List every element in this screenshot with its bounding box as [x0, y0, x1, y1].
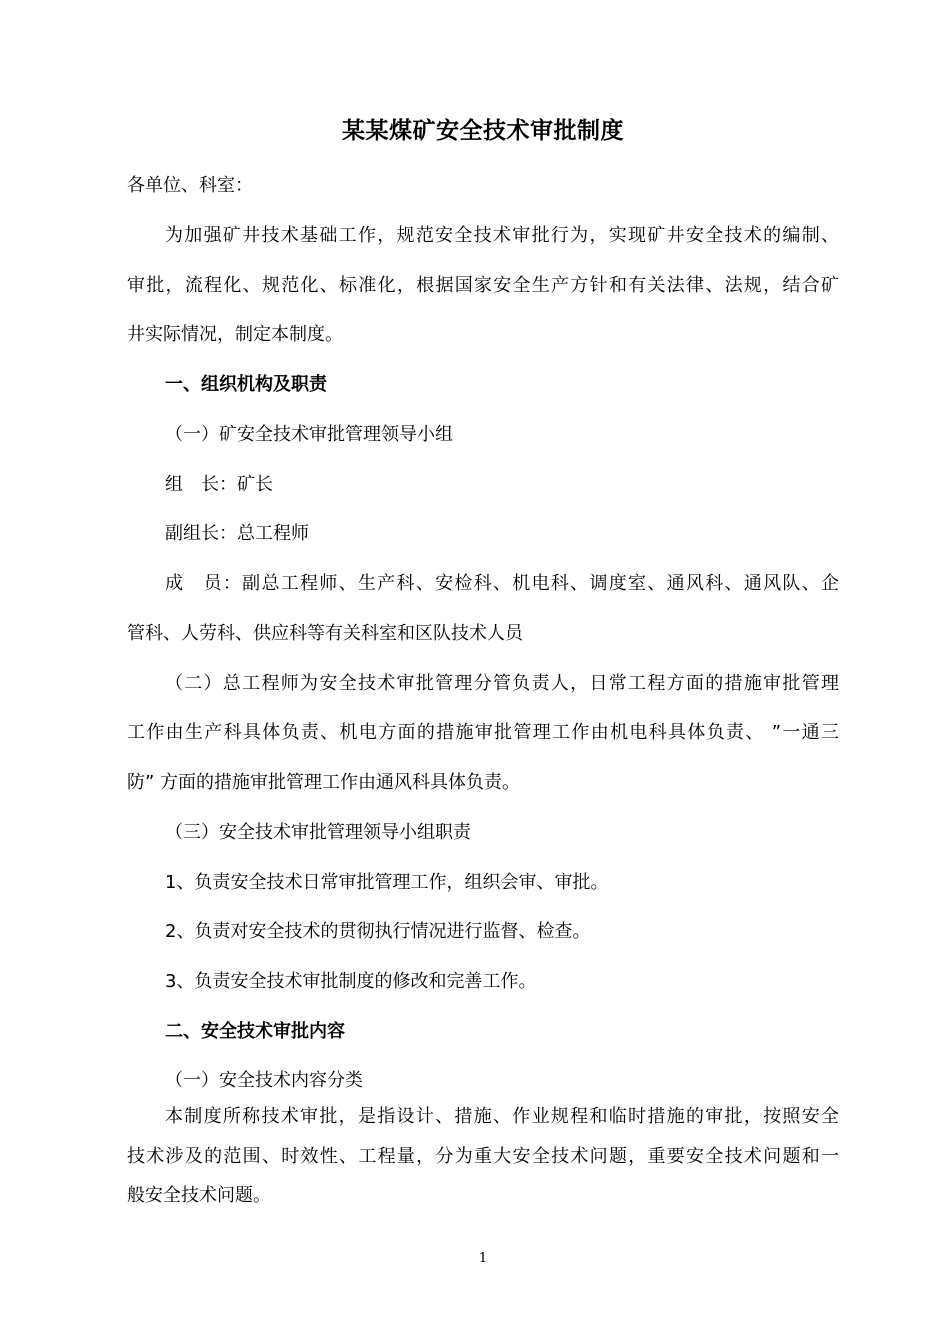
section-2-heading: 二、安全技术审批内容 [165, 1021, 345, 1042]
section-1-sub-2-line-1: （二）总工程师为安全技术审批管理分管负责人，日常工程方面的措施审批管理 [165, 673, 839, 694]
salutation: 各单位、科室： [127, 175, 253, 196]
group-deputy: 副组长：总工程师 [165, 523, 309, 544]
page-number: 1 [478, 1251, 488, 1266]
duty-item: 2、负责对安全技术的贯彻执行情况进行监督、检查。 [165, 921, 591, 942]
members-line-2: 管科、人劳科、供应科等有关科室和区队技术人员 [127, 623, 523, 644]
intro-line-2: 审批，流程化、规范化、标准化，根据国家安全生产方针和有关法律、法规，结合矿 [127, 275, 839, 296]
section-1-sub-1: （一）矿安全技术审批管理领导小组 [165, 424, 453, 445]
intro-line-3: 井实际情况，制定本制度。 [127, 324, 343, 345]
section-1-sub-2-line-2: 工作由生产科具体负责、机电方面的措施审批管理工作由机电科具体负责、 ”一通三 [127, 722, 839, 743]
document-page [127, 0, 839, 1344]
section-2-body-line-2: 技术涉及的范围、时效性、工程量，分为重大安全技术问题，重要安全技术问题和一 [127, 1146, 839, 1167]
duty-item: 1、负责安全技术日常审批管理工作，组织会审、审批。 [165, 872, 609, 893]
section-1-sub-3: （三）安全技术审批管理领导小组职责 [165, 822, 471, 843]
section-2-sub-1: （一）安全技术内容分类 [165, 1070, 363, 1091]
section-1-heading: 一、组织机构及职责 [165, 374, 327, 395]
group-leader: 组 长：矿长 [165, 474, 273, 495]
intro-line-1: 为加强矿井技术基础工作，规范安全技术审批行为，实现矿井安全技术的编制、 [165, 225, 839, 246]
section-1-sub-2-line-3: 防” 方面的措施审批管理工作由通风科具体负责。 [127, 772, 521, 793]
section-2-body-line-3: 般安全技术问题。 [127, 1185, 271, 1206]
document-title: 某某煤矿安全技术审批制度 [342, 118, 624, 144]
members-line-1: 成 员：副总工程师、生产科、安检科、机电科、调度室、通风科、通风队、企 [165, 573, 839, 594]
duty-item: 3、负责安全技术审批制度的修改和完善工作。 [165, 971, 537, 992]
section-2-body-line-1: 本制度所称技术审批，是指设计、措施、作业规程和临时措施的审批，按照安全 [165, 1106, 839, 1127]
